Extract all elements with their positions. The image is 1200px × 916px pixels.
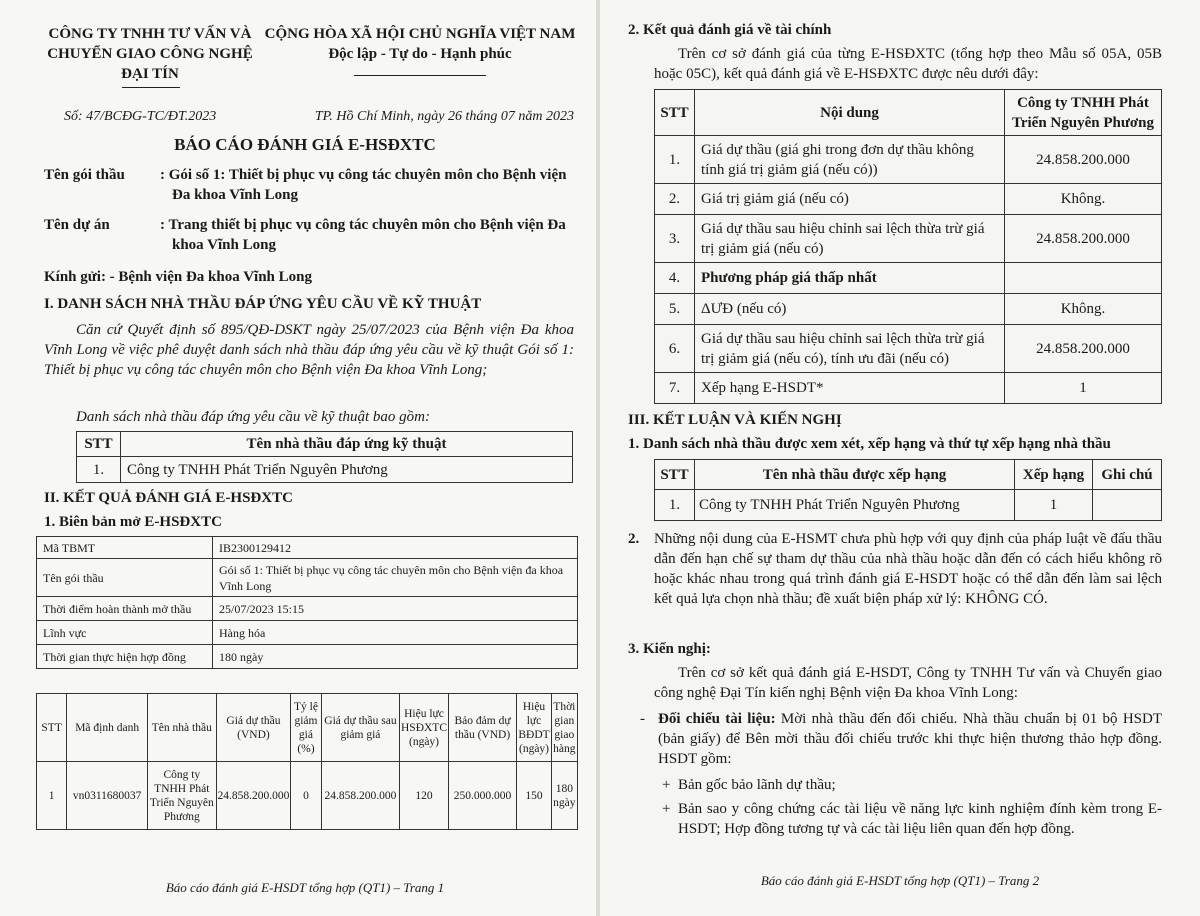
ranking-table: [654, 459, 1162, 521]
bid-header-bidder: Tên nhà thầu: [148, 694, 217, 762]
table-row: [655, 373, 1162, 404]
company-header: [36, 24, 264, 84]
page-1: [0, 0, 596, 916]
opening-value: 180 ngày: [213, 645, 578, 669]
opening-label: Mã TBMT: [37, 537, 213, 559]
fin-cell-content: Xếp hạng E-HSDT*: [695, 373, 1005, 404]
tech-cell-stt: 1.: [77, 457, 121, 483]
table-row: [37, 597, 578, 621]
fin-cell-stt: 3.: [655, 215, 695, 263]
fin-cell-stt: 7.: [655, 373, 695, 404]
rank-header-note: Ghi chú: [1093, 460, 1162, 490]
fin-header-stt: STT: [655, 90, 695, 136]
tech-cell-name: Công ty TNHH Phát Triển Nguyên Phương: [121, 457, 573, 483]
opening-table: [36, 536, 578, 669]
rank-cell-rank: 1: [1015, 490, 1093, 521]
section-3-title: III. KẾT LUẬN VÀ KIẾN NGHỊ: [628, 412, 842, 428]
bid-cell-bidder: Công ty TNHH Phát Triển Nguyên Phương: [148, 762, 217, 830]
tech-header-name: Tên nhà thầu đáp ứng kỹ thuật: [121, 432, 573, 457]
company-underline: [122, 87, 180, 88]
plus-item-1: Bản gốc bảo lãnh dự thầu;: [678, 777, 836, 793]
financial-table: [654, 89, 1162, 404]
tech-table: [76, 431, 573, 483]
bid-cell-validity: 120: [400, 762, 448, 830]
plus-item-2: Bản sao y công chứng các tài liệu về năng lực kinh nghiệm đính kèm trong E-HSDT; Hợp đồng tương tự và các tài liệu liên quan đến hợp đồng.: [678, 801, 1162, 837]
fin-cell-stt: 5.: [655, 294, 695, 325]
fin-cell-stt: 2.: [655, 184, 695, 215]
bid-header-security: Bảo đảm dự thầu (VND): [448, 694, 517, 762]
bid-cell-id: vn0311680037: [67, 762, 148, 830]
fin-cell-content: Phương pháp giá thấp nhất: [695, 263, 1005, 294]
rank-cell-note: [1093, 490, 1162, 521]
bid-header-price: Giá dự thầu (VND): [216, 694, 291, 762]
table-row: [37, 537, 578, 559]
section-2-title: II. KẾT QUẢ ĐÁNH GIÁ E-HSĐXTC: [44, 490, 293, 506]
item-2-text: Những nội dung của E-HSMT chưa phù hợp với quy định của pháp luật về đấu thầu dẫn đến hạn chế sự tham dự thầu của nhà thầu hoặc dẫn đến có cách hiểu không rõ hoặc khác nhau trong quá trình đánh giá E-HSDT hoặc có thể dẫn đến làm sai lệch kết quả lựa chọn nhà thầu; đề xuất biện pháp xử lý: KHÔNG CÓ.: [654, 531, 1162, 607]
bid-table: [36, 693, 578, 830]
company-line-2: CHUYỂN GIAO CÔNG NGHỆ: [47, 46, 253, 62]
table-row: [77, 457, 573, 483]
fin-header-bidder: Công ty TNHH Phát Triển Nguyên Phương: [1005, 90, 1162, 136]
dash-item-label: Đối chiếu tài liệu:: [658, 711, 776, 727]
section-1-title: I. DANH SÁCH NHÀ THẦU ĐÁP ỨNG YÊU CẦU VỀ KỸ THUẬT: [44, 296, 482, 312]
nation-line-1: CỘNG HÒA XÃ HỘI CHỦ NGHĨA VIỆT NAM: [264, 26, 576, 42]
bid-header-discount: Tỷ lệ giảm giá (%): [291, 694, 321, 762]
dash-item: [658, 709, 1162, 769]
rank-header-name: Tên nhà thầu được xếp hạng: [695, 460, 1015, 490]
bid-cell-price-after: 24.858.200.000: [321, 762, 400, 830]
item-3-title: 3. Kiến nghị:: [628, 641, 711, 657]
fin-header-content: Nội dung: [695, 90, 1005, 136]
opening-label: Tên gói thầu: [37, 559, 213, 597]
sub-2-title: 2. Kết quả đánh giá về tài chính: [628, 22, 832, 38]
table-row: [655, 325, 1162, 373]
bid-cell-stt: 1: [37, 762, 67, 830]
table-row: [37, 559, 578, 597]
bid-cell-price: 24.858.200.000: [216, 762, 291, 830]
fin-cell-stt: 1.: [655, 136, 695, 184]
sub-3-1-title: 1. Danh sách nhà thầu được xem xét, xếp hạng và thứ tự xếp hạng nhà thầu: [628, 436, 1111, 452]
fin-cell-stt: 4.: [655, 263, 695, 294]
bid-cell-discount: 0: [291, 762, 321, 830]
table-row: [655, 215, 1162, 263]
opening-value: IB2300129412: [213, 537, 578, 559]
dash-bullet: -: [640, 711, 645, 727]
rank-header-stt: STT: [655, 460, 695, 490]
opening-label: Thời gian thực hiện hợp đồng: [37, 645, 213, 669]
opening-value: Hàng hóa: [213, 621, 578, 645]
table-row: [655, 184, 1162, 215]
fin-cell-value: 24.858.200.000: [1005, 215, 1162, 263]
page-2-footer: Báo cáo đánh giá E-HSDT tổng hợp (QT1) – Trang 2: [760, 873, 1040, 888]
table-row: [37, 645, 578, 669]
opening-label: Thời điểm hoàn thành mở thầu: [37, 597, 213, 621]
opening-value: 25/07/2023 15:15: [213, 597, 578, 621]
doc-number: Số: 47/BCĐG-TC/ĐT.2023: [64, 109, 217, 124]
project-value: : Trang thiết bị phục vụ công tác chuyên môn cho Bệnh viện Đa khoa Vĩnh Long: [160, 217, 566, 253]
fin-cell-stt: 6.: [655, 325, 695, 373]
page-1-footer: Báo cáo đánh giá E-HSDT tổng hợp (QT1) – Trang 1: [165, 880, 445, 895]
package-value: : Gói số 1: Thiết bị phục vụ công tác chuyên môn cho Bệnh viện Đa khoa Vĩnh Long: [160, 167, 567, 203]
bid-header-price-after: Giá dự thầu sau giảm giá: [321, 694, 400, 762]
bid-cell-security: 250.000.000: [448, 762, 517, 830]
opening-value: Gói số 1: Thiết bị phục vụ công tác chuyên môn cho Bệnh viện đa khoa Vĩnh Long: [213, 559, 578, 597]
fin-cell-value: 24.858.200.000: [1005, 325, 1162, 373]
opening-label: Lĩnh vực: [37, 621, 213, 645]
table-row: [655, 263, 1162, 294]
table-row: [37, 762, 578, 830]
rank-cell-name: Công ty TNHH Phát Triển Nguyên Phương: [695, 490, 1015, 521]
item-3-paragraph: Trên cơ sở kết quả đánh giá E-HSDT, Công ty TNHH Tư vấn và Chuyển giao công nghệ Đại Tín kiến nghị Bệnh viện Đa khoa Vĩnh Long:: [654, 665, 1162, 701]
table-row: [655, 294, 1162, 325]
section-1-list-intro: Danh sách nhà thầu đáp ứng yêu cầu về kỹ thuật bao gồm:: [76, 409, 430, 425]
nation-underline: [354, 75, 486, 76]
plus-bullet-2: +: [662, 801, 671, 817]
nation-motto: Độc lập - Tự do - Hạnh phúc: [328, 46, 512, 62]
table-row: [655, 490, 1162, 521]
table-row: [37, 621, 578, 645]
fin-cell-value: 1: [1005, 373, 1162, 404]
fin-cell-value: 24.858.200.000: [1005, 136, 1162, 184]
company-line-3: ĐẠI TÍN: [121, 66, 179, 82]
plus-bullet-1: +: [662, 777, 671, 793]
item-2-number: 2.: [628, 531, 640, 547]
fin-cell-content: Giá dự thầu sau hiệu chỉnh sai lệch thừa trừ giá trị giảm giá (nếu có), tính ưu đãi (nếu có): [695, 325, 1005, 373]
page-2: [600, 0, 1200, 916]
fin-cell-value: Không.: [1005, 294, 1162, 325]
rank-header-rank: Xếp hạng: [1015, 460, 1093, 490]
bid-cell-security-validity: 150: [517, 762, 551, 830]
fin-cell-content: Giá dự thầu (giá ghi trong đơn dự thầu không tính giá trị giảm giá (nếu có)): [695, 136, 1005, 184]
project-label: Tên dự án: [44, 217, 110, 233]
package-label: Tên gói thầu: [44, 167, 125, 183]
company-line-1: CÔNG TY TNHH TƯ VẤN VÀ: [48, 26, 252, 42]
bid-cell-delivery: 180 ngày: [551, 762, 577, 830]
bid-header-delivery: Thời gian giao hàng: [551, 694, 577, 762]
rank-cell-stt: 1.: [655, 490, 695, 521]
table-row: [655, 136, 1162, 184]
nation-header: [262, 24, 578, 64]
fin-cell-content: Giá trị giảm giá (nếu có): [695, 184, 1005, 215]
bid-header-security-validity: Hiệu lực BĐDT (ngày): [517, 694, 551, 762]
section-2-sub-1: 1. Biên bản mở E-HSĐXTC: [44, 514, 222, 530]
bid-header-validity: Hiệu lực HSĐXTC (ngày): [400, 694, 448, 762]
section-1-paragraph: Căn cứ Quyết định số 895/QĐ-DSKT ngày 25/07/2023 của Bệnh viện Đa khoa Vĩnh Long về việc phê duyệt danh sách nhà thầu đáp ứng yêu cầu về kỹ thuật Gói số 1: Thiết bị phục vụ công tác chuyên môn cho Bệnh viện Đa khoa Vĩnh Long;: [44, 322, 574, 378]
fin-cell-value: [1005, 263, 1162, 294]
report-title: BÁO CÁO ĐÁNH GIÁ E-HSĐXTC: [174, 135, 436, 154]
dash-item-text: Mời nhà thầu đến đối chiếu. Nhà thầu chuẩn bị 01 bộ HSDT (bản giấy) để Bên mời thầu đối chiếu trước khi thực hiện thương thảo hợp đồng. HSDT gồm:: [658, 711, 1162, 767]
tech-header-stt: STT: [77, 432, 121, 457]
sub-2-paragraph: Trên cơ sở đánh giá của từng E-HSĐXTC (tổng hợp theo Mẫu số 05A, 05B hoặc 05C), kết quả đánh giá về E-HSĐXTC được nêu dưới đây:: [654, 46, 1162, 82]
bid-header-id: Mã định danh: [67, 694, 148, 762]
fin-cell-value: Không.: [1005, 184, 1162, 215]
recipient: Kính gửi: - Bệnh viện Đa khoa Vĩnh Long: [44, 269, 312, 285]
bid-header-stt: STT: [37, 694, 67, 762]
place-date: TP. Hồ Chí Minh, ngày 26 tháng 07 năm 2023: [314, 109, 574, 124]
fin-cell-content: Giá dự thầu sau hiệu chỉnh sai lệch thừa trừ giá trị giảm giá (nếu có): [695, 215, 1005, 263]
fin-cell-content: ΔƯĐ (nếu có): [695, 294, 1005, 325]
